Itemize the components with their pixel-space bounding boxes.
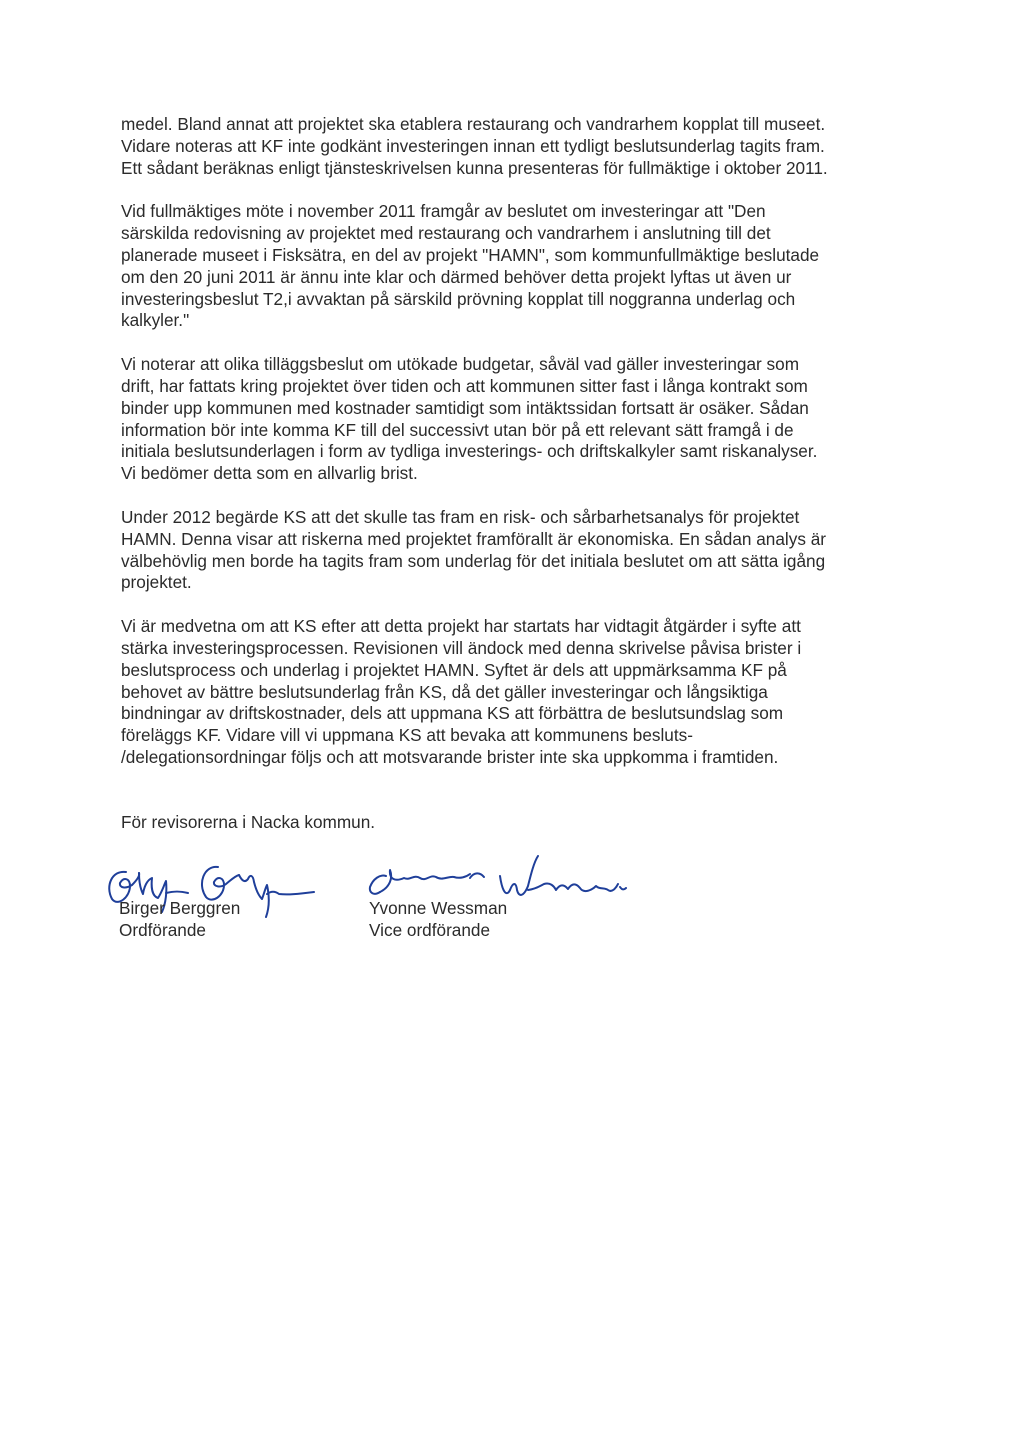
text-line: HAMN. Denna visar att riskerna med projektet framförallt är ekonomiska. En sådan analys är	[121, 528, 826, 549]
signatory-name: Yvonne Wessman	[369, 898, 508, 918]
text-line: beslutsprocess och underlag i projektet HAMN. Syftet är dels att uppmärksamma KF på	[121, 659, 787, 680]
signatory-role: Vice ordförande	[369, 919, 491, 940]
text-line: om den 20 juni 2011 är ännu inte klar och därmed behöver detta projekt lyftas ut även ur	[121, 266, 792, 287]
text-line: Vi noterar att olika tilläggsbeslut om utökade budgetar, såväl vad gäller investeringar som	[121, 354, 800, 375]
text-line: Ett sådant beräknas enligt tjänsteskrivelsen kunna presenteras för fullmäktige i oktober 2011.	[121, 157, 828, 178]
text-line: information bör inte komma KF till del successivt utan bör på ett relevant sätt framgå i de	[121, 419, 794, 440]
text-line: Vidare noteras att KF inte godkänt investeringen innan ett tydligt beslutsunderlag tagits fram.	[121, 135, 825, 156]
text-line: initiala beslutsunderlagen i form av tydliga investerings- och driftskalkyler samt riskanalyser.	[121, 441, 818, 462]
text-line: planerade museet i Fisksätra, en del av projekt "HAMN", som kommunfullmäktige beslutade	[121, 244, 820, 265]
text-line: Vid fullmäktiges möte i november 2011 framgår av beslutet om investeringar att "Den	[121, 201, 766, 222]
text-line: Under 2012 begärde KS att det skulle tas fram en risk- och sårbarhetsanalys för projektet	[121, 506, 800, 527]
text-line: Vi bedömer detta som en allvarlig brist.	[121, 463, 418, 484]
text-line: investeringsbeslut T2,i avvaktan på särskild prövning kopplat till noggranna underlag och	[121, 288, 796, 309]
text-line: stärka investeringsprocessen. Revisionen vill ändock med denna skrivelse påvisa brister i	[121, 637, 802, 658]
text-line: särskilda redovisning av projektet med restaurang och vandrarhem i anslutning till det	[121, 223, 771, 244]
text-line: drift, har fattats kring projektet över tiden och att kommunen sitter fast i långa kontrakt som	[121, 375, 808, 396]
text-line: välbehövlig men borde ha tagits fram som underlag för det initiala beslutet om att sätta igång	[121, 550, 826, 571]
text-line: kalkyler."	[121, 310, 190, 331]
signatory-name: Birger Berggren	[119, 898, 241, 918]
text-line: medel. Bland annat att projektet ska etablera restaurang och vandrarhem kopplat till museet.	[121, 114, 826, 134]
paragraph-4	[121, 507, 903, 594]
letter-body	[121, 114, 903, 791]
text-line: behovet av bättre beslutsunderlag från KS, då det gäller investeringar och långsiktiga	[121, 681, 768, 702]
text-line: /delegationsordningar följs och att motsvarande brister inte ska uppkomma i framtiden.	[121, 746, 779, 767]
paragraph-5	[121, 616, 903, 769]
text-line: binder upp kommunen med kostnader samtidigt som intäktssidan fortsatt är osäker. Sådan	[121, 397, 809, 418]
paragraph-3	[121, 354, 903, 485]
text-line: projektet.	[121, 572, 192, 593]
closing-line: För revisorerna i Nacka kommun.	[121, 812, 376, 832]
text-line: föreläggs KF. Vidare vill vi uppmana KS att bevaka att kommunens besluts-	[121, 725, 693, 746]
signatory-left	[119, 898, 240, 942]
paragraph-2	[121, 201, 903, 332]
paragraph-1	[121, 114, 903, 179]
text-line: bindningar av driftskostnader, dels att uppmana KS att förbättra de beslutsundslag som	[121, 703, 784, 724]
text-line: Vi är medvetna om att KS efter att detta projekt har startats har vidtagit åtgärder i syfte att	[121, 616, 801, 637]
signatory-role: Ordförande	[119, 919, 206, 940]
signatory-right	[369, 898, 507, 942]
